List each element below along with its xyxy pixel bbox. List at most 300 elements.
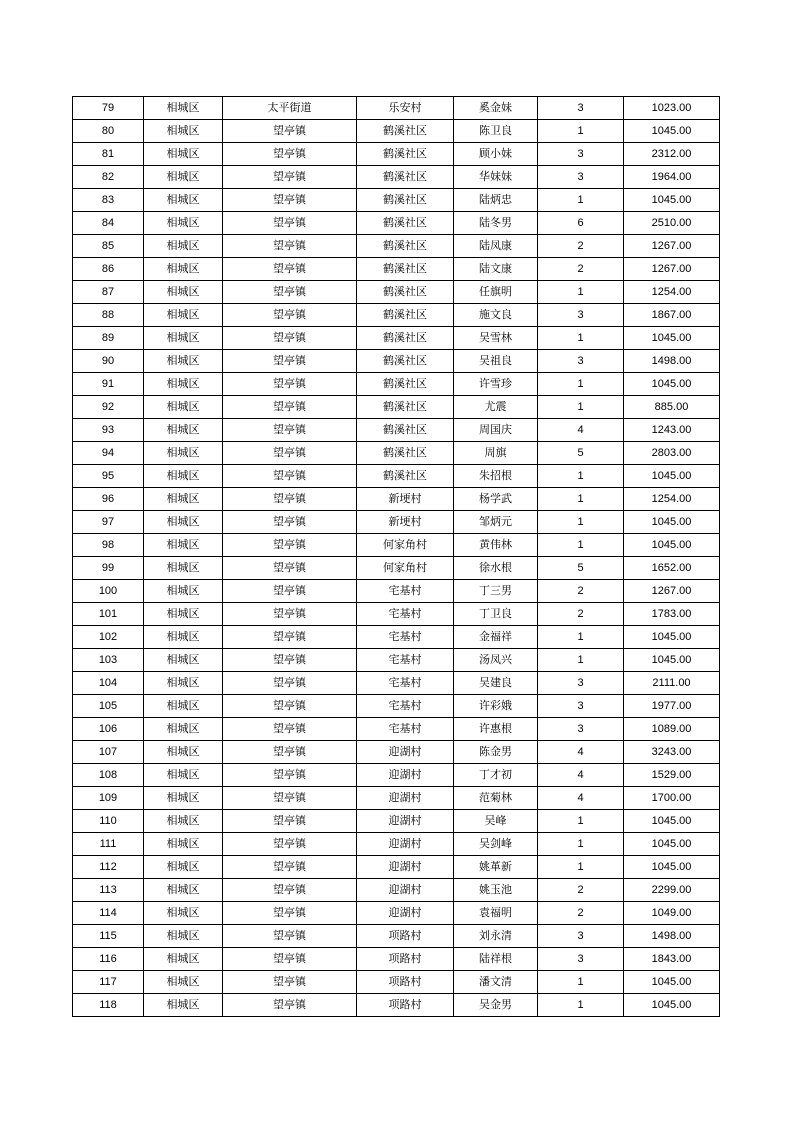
town-cell: 望亭镇: [223, 166, 357, 189]
town-cell: 望亭镇: [223, 948, 357, 971]
amount-cell: 1049.00: [624, 902, 720, 925]
village-cell: 迎湖村: [357, 787, 454, 810]
district-cell: 相城区: [144, 787, 223, 810]
amount-cell: 1977.00: [624, 695, 720, 718]
district-cell: 相城区: [144, 902, 223, 925]
person-name-cell: 陆祥根: [454, 948, 538, 971]
row-index-cell: 91: [73, 373, 144, 396]
village-cell: 鹤溪社区: [357, 350, 454, 373]
village-cell: 鹤溪社区: [357, 327, 454, 350]
person-name-cell: 尤震: [454, 396, 538, 419]
person-name-cell: 吴金男: [454, 994, 538, 1017]
village-cell: 鹤溪社区: [357, 235, 454, 258]
amount-cell: 1700.00: [624, 787, 720, 810]
village-cell: 迎湖村: [357, 879, 454, 902]
person-name-cell: 黄伟林: [454, 534, 538, 557]
row-index-cell: 117: [73, 971, 144, 994]
person-name-cell: 陈金男: [454, 741, 538, 764]
person-name-cell: 丁三男: [454, 580, 538, 603]
household-size-cell: 3: [538, 672, 624, 695]
row-index-cell: 92: [73, 396, 144, 419]
household-size-cell: 4: [538, 419, 624, 442]
row-index-cell: 103: [73, 649, 144, 672]
district-cell: 相城区: [144, 258, 223, 281]
row-index-cell: 97: [73, 511, 144, 534]
amount-cell: 1045.00: [624, 833, 720, 856]
row-index-cell: 118: [73, 994, 144, 1017]
row-index-cell: 82: [73, 166, 144, 189]
town-cell: 望亭镇: [223, 764, 357, 787]
town-cell: 望亭镇: [223, 994, 357, 1017]
table-row: [73, 925, 720, 948]
district-cell: 相城区: [144, 649, 223, 672]
person-name-cell: 施文良: [454, 304, 538, 327]
amount-cell: 1045.00: [624, 856, 720, 879]
person-name-cell: 杨学武: [454, 488, 538, 511]
district-cell: 相城区: [144, 327, 223, 350]
household-size-cell: 3: [538, 695, 624, 718]
household-size-cell: 3: [538, 304, 624, 327]
household-size-cell: 1: [538, 649, 624, 672]
household-size-cell: 1: [538, 833, 624, 856]
person-name-cell: 吴雪林: [454, 327, 538, 350]
amount-cell: 1783.00: [624, 603, 720, 626]
table-row: [73, 856, 720, 879]
row-index-cell: 80: [73, 120, 144, 143]
district-cell: 相城区: [144, 810, 223, 833]
row-index-cell: 89: [73, 327, 144, 350]
household-size-cell: 5: [538, 442, 624, 465]
person-name-cell: 丁卫良: [454, 603, 538, 626]
household-size-cell: 1: [538, 994, 624, 1017]
row-index-cell: 111: [73, 833, 144, 856]
household-size-cell: 2: [538, 603, 624, 626]
row-index-cell: 105: [73, 695, 144, 718]
village-cell: 鹤溪社区: [357, 166, 454, 189]
district-cell: 相城区: [144, 373, 223, 396]
roster-body: [73, 97, 720, 1017]
district-cell: 相城区: [144, 856, 223, 879]
household-size-cell: 3: [538, 925, 624, 948]
district-cell: 相城区: [144, 626, 223, 649]
district-cell: 相城区: [144, 994, 223, 1017]
amount-cell: 1045.00: [624, 994, 720, 1017]
town-cell: 望亭镇: [223, 143, 357, 166]
district-cell: 相城区: [144, 143, 223, 166]
row-index-cell: 87: [73, 281, 144, 304]
district-cell: 相城区: [144, 120, 223, 143]
row-index-cell: 102: [73, 626, 144, 649]
row-index-cell: 99: [73, 557, 144, 580]
town-cell: 望亭镇: [223, 626, 357, 649]
row-index-cell: 85: [73, 235, 144, 258]
amount-cell: 1254.00: [624, 488, 720, 511]
row-index-cell: 115: [73, 925, 144, 948]
district-cell: 相城区: [144, 419, 223, 442]
table-row: [73, 810, 720, 833]
amount-cell: 1498.00: [624, 925, 720, 948]
person-name-cell: 许雪珍: [454, 373, 538, 396]
person-name-cell: 周旗: [454, 442, 538, 465]
town-cell: 望亭镇: [223, 327, 357, 350]
village-cell: 新埂村: [357, 511, 454, 534]
amount-cell: 1045.00: [624, 626, 720, 649]
town-cell: 望亭镇: [223, 258, 357, 281]
amount-cell: 2803.00: [624, 442, 720, 465]
district-cell: 相城区: [144, 534, 223, 557]
district-cell: 相城区: [144, 718, 223, 741]
village-cell: 宅基村: [357, 580, 454, 603]
village-cell: 迎湖村: [357, 810, 454, 833]
household-size-cell: 1: [538, 327, 624, 350]
table-row: [73, 879, 720, 902]
household-size-cell: 1: [538, 534, 624, 557]
village-cell: 何家角村: [357, 557, 454, 580]
table-row: [73, 396, 720, 419]
household-size-cell: 2: [538, 258, 624, 281]
amount-cell: 1045.00: [624, 465, 720, 488]
town-cell: 望亭镇: [223, 120, 357, 143]
town-cell: 望亭镇: [223, 419, 357, 442]
town-cell: 望亭镇: [223, 902, 357, 925]
town-cell: 望亭镇: [223, 557, 357, 580]
district-cell: 相城区: [144, 442, 223, 465]
village-cell: 何家角村: [357, 534, 454, 557]
household-size-cell: 4: [538, 764, 624, 787]
household-size-cell: 2: [538, 580, 624, 603]
district-cell: 相城区: [144, 235, 223, 258]
village-cell: 迎湖村: [357, 833, 454, 856]
table-row: [73, 971, 720, 994]
row-index-cell: 100: [73, 580, 144, 603]
village-cell: 鹤溪社区: [357, 304, 454, 327]
table-row: [73, 465, 720, 488]
district-cell: 相城区: [144, 511, 223, 534]
person-name-cell: 金福祥: [454, 626, 538, 649]
village-cell: 宅基村: [357, 672, 454, 695]
district-cell: 相城区: [144, 672, 223, 695]
town-cell: 望亭镇: [223, 833, 357, 856]
town-cell: 望亭镇: [223, 212, 357, 235]
row-index-cell: 81: [73, 143, 144, 166]
amount-cell: 3243.00: [624, 741, 720, 764]
household-size-cell: 1: [538, 373, 624, 396]
village-cell: 鹤溪社区: [357, 212, 454, 235]
amount-cell: 1045.00: [624, 810, 720, 833]
person-name-cell: 陆冬男: [454, 212, 538, 235]
amount-cell: 1045.00: [624, 189, 720, 212]
district-cell: 相城区: [144, 166, 223, 189]
town-cell: 望亭镇: [223, 442, 357, 465]
district-cell: 相城区: [144, 465, 223, 488]
district-cell: 相城区: [144, 948, 223, 971]
household-size-cell: 1: [538, 626, 624, 649]
row-index-cell: 101: [73, 603, 144, 626]
household-size-cell: 1: [538, 281, 624, 304]
table-row: [73, 419, 720, 442]
amount-cell: 1843.00: [624, 948, 720, 971]
table-row: [73, 718, 720, 741]
row-index-cell: 116: [73, 948, 144, 971]
row-index-cell: 95: [73, 465, 144, 488]
district-cell: 相城区: [144, 396, 223, 419]
household-size-cell: 2: [538, 235, 624, 258]
district-cell: 相城区: [144, 695, 223, 718]
amount-cell: 1267.00: [624, 258, 720, 281]
town-cell: 望亭镇: [223, 649, 357, 672]
household-size-cell: 1: [538, 971, 624, 994]
row-index-cell: 98: [73, 534, 144, 557]
table-row: [73, 166, 720, 189]
amount-cell: 1045.00: [624, 120, 720, 143]
village-cell: 宅基村: [357, 649, 454, 672]
table-row: [73, 534, 720, 557]
person-name-cell: 奚金妹: [454, 97, 538, 120]
amount-cell: 1867.00: [624, 304, 720, 327]
person-name-cell: 袁福明: [454, 902, 538, 925]
table-row: [73, 97, 720, 120]
district-cell: 相城区: [144, 580, 223, 603]
amount-cell: 2312.00: [624, 143, 720, 166]
town-cell: 望亭镇: [223, 741, 357, 764]
row-index-cell: 93: [73, 419, 144, 442]
row-index-cell: 86: [73, 258, 144, 281]
table-row: [73, 557, 720, 580]
amount-cell: 1045.00: [624, 327, 720, 350]
person-name-cell: 陆炳忠: [454, 189, 538, 212]
row-index-cell: 110: [73, 810, 144, 833]
amount-cell: 1243.00: [624, 419, 720, 442]
town-cell: 望亭镇: [223, 350, 357, 373]
table-row: [73, 281, 720, 304]
town-cell: 望亭镇: [223, 971, 357, 994]
household-size-cell: 1: [538, 856, 624, 879]
household-size-cell: 1: [538, 120, 624, 143]
household-size-cell: 4: [538, 787, 624, 810]
household-size-cell: 1: [538, 511, 624, 534]
person-name-cell: 徐水根: [454, 557, 538, 580]
row-index-cell: 83: [73, 189, 144, 212]
table-row: [73, 580, 720, 603]
town-cell: 望亭镇: [223, 925, 357, 948]
person-name-cell: 许彩娥: [454, 695, 538, 718]
town-cell: 望亭镇: [223, 879, 357, 902]
amount-cell: 1045.00: [624, 373, 720, 396]
row-index-cell: 108: [73, 764, 144, 787]
district-cell: 相城区: [144, 350, 223, 373]
table-row: [73, 442, 720, 465]
town-cell: 望亭镇: [223, 718, 357, 741]
table-row: [73, 373, 720, 396]
amount-cell: 885.00: [624, 396, 720, 419]
table-row: [73, 258, 720, 281]
amount-cell: 1254.00: [624, 281, 720, 304]
person-name-cell: 吴祖良: [454, 350, 538, 373]
district-cell: 相城区: [144, 488, 223, 511]
row-index-cell: 96: [73, 488, 144, 511]
amount-cell: 1267.00: [624, 580, 720, 603]
town-cell: 望亭镇: [223, 373, 357, 396]
district-cell: 相城区: [144, 741, 223, 764]
person-name-cell: 华妹妹: [454, 166, 538, 189]
village-cell: 迎湖村: [357, 764, 454, 787]
person-name-cell: 汤凤兴: [454, 649, 538, 672]
town-cell: 望亭镇: [223, 787, 357, 810]
row-index-cell: 109: [73, 787, 144, 810]
town-cell: 望亭镇: [223, 281, 357, 304]
village-cell: 宅基村: [357, 695, 454, 718]
village-cell: 宅基村: [357, 603, 454, 626]
person-name-cell: 邹炳元: [454, 511, 538, 534]
district-cell: 相城区: [144, 833, 223, 856]
amount-cell: 2299.00: [624, 879, 720, 902]
village-cell: 宅基村: [357, 626, 454, 649]
village-cell: 迎湖村: [357, 741, 454, 764]
town-cell: 望亭镇: [223, 672, 357, 695]
village-cell: 鹤溪社区: [357, 189, 454, 212]
town-cell: 望亭镇: [223, 695, 357, 718]
village-cell: 项路村: [357, 994, 454, 1017]
town-cell: 望亭镇: [223, 235, 357, 258]
town-cell: 望亭镇: [223, 511, 357, 534]
town-cell: 望亭镇: [223, 534, 357, 557]
household-size-cell: 2: [538, 902, 624, 925]
table-row: [73, 212, 720, 235]
roster-table: [72, 96, 720, 1017]
household-size-cell: 3: [538, 166, 624, 189]
table-row: [73, 994, 720, 1017]
person-name-cell: 任旗明: [454, 281, 538, 304]
table-row: [73, 833, 720, 856]
village-cell: 新埂村: [357, 488, 454, 511]
village-cell: 鹤溪社区: [357, 281, 454, 304]
table-row: [73, 764, 720, 787]
village-cell: 项路村: [357, 971, 454, 994]
town-cell: 望亭镇: [223, 396, 357, 419]
person-name-cell: 陈卫良: [454, 120, 538, 143]
household-size-cell: 1: [538, 396, 624, 419]
table-row: [73, 626, 720, 649]
row-index-cell: 94: [73, 442, 144, 465]
amount-cell: 1089.00: [624, 718, 720, 741]
table-row: [73, 695, 720, 718]
amount-cell: 1045.00: [624, 971, 720, 994]
village-cell: 项路村: [357, 925, 454, 948]
person-name-cell: 顾小妹: [454, 143, 538, 166]
household-size-cell: 2: [538, 879, 624, 902]
table-row: [73, 649, 720, 672]
table-row: [73, 235, 720, 258]
row-index-cell: 90: [73, 350, 144, 373]
row-index-cell: 114: [73, 902, 144, 925]
village-cell: 鹤溪社区: [357, 465, 454, 488]
village-cell: 鹤溪社区: [357, 373, 454, 396]
amount-cell: 1023.00: [624, 97, 720, 120]
row-index-cell: 112: [73, 856, 144, 879]
village-cell: 鹤溪社区: [357, 143, 454, 166]
row-index-cell: 79: [73, 97, 144, 120]
household-size-cell: 6: [538, 212, 624, 235]
person-name-cell: 周国庆: [454, 419, 538, 442]
district-cell: 相城区: [144, 557, 223, 580]
amount-cell: 1267.00: [624, 235, 720, 258]
village-cell: 鹤溪社区: [357, 419, 454, 442]
row-index-cell: 113: [73, 879, 144, 902]
table-row: [73, 120, 720, 143]
amount-cell: 1045.00: [624, 511, 720, 534]
town-cell: 太平街道: [223, 97, 357, 120]
row-index-cell: 84: [73, 212, 144, 235]
household-size-cell: 3: [538, 718, 624, 741]
person-name-cell: 姚玉池: [454, 879, 538, 902]
person-name-cell: 吴建良: [454, 672, 538, 695]
table-row: [73, 511, 720, 534]
table-row: [73, 327, 720, 350]
village-cell: 乐安村: [357, 97, 454, 120]
person-name-cell: 朱招根: [454, 465, 538, 488]
district-cell: 相城区: [144, 212, 223, 235]
town-cell: 望亭镇: [223, 603, 357, 626]
district-cell: 相城区: [144, 97, 223, 120]
person-name-cell: 陆文康: [454, 258, 538, 281]
amount-cell: 1529.00: [624, 764, 720, 787]
row-index-cell: 107: [73, 741, 144, 764]
town-cell: 望亭镇: [223, 304, 357, 327]
town-cell: 望亭镇: [223, 856, 357, 879]
person-name-cell: 吴剑峰: [454, 833, 538, 856]
table-row: [73, 787, 720, 810]
household-size-cell: 5: [538, 557, 624, 580]
district-cell: 相城区: [144, 189, 223, 212]
village-cell: 鹤溪社区: [357, 442, 454, 465]
district-cell: 相城区: [144, 281, 223, 304]
village-cell: 迎湖村: [357, 856, 454, 879]
town-cell: 望亭镇: [223, 488, 357, 511]
district-cell: 相城区: [144, 304, 223, 327]
district-cell: 相城区: [144, 603, 223, 626]
table-row: [73, 672, 720, 695]
household-size-cell: 4: [538, 741, 624, 764]
person-name-cell: 潘文清: [454, 971, 538, 994]
amount-cell: 1964.00: [624, 166, 720, 189]
household-size-cell: 3: [538, 350, 624, 373]
row-index-cell: 104: [73, 672, 144, 695]
district-cell: 相城区: [144, 925, 223, 948]
town-cell: 望亭镇: [223, 580, 357, 603]
household-size-cell: 3: [538, 143, 624, 166]
village-cell: 鹤溪社区: [357, 120, 454, 143]
table-row: [73, 948, 720, 971]
person-name-cell: 刘永清: [454, 925, 538, 948]
village-cell: 鹤溪社区: [357, 258, 454, 281]
table-row: [73, 304, 720, 327]
table-row: [73, 143, 720, 166]
household-size-cell: 3: [538, 948, 624, 971]
table-row: [73, 350, 720, 373]
village-cell: 项路村: [357, 948, 454, 971]
person-name-cell: 姚革新: [454, 856, 538, 879]
person-name-cell: 陆凤康: [454, 235, 538, 258]
table-row: [73, 603, 720, 626]
amount-cell: 1652.00: [624, 557, 720, 580]
district-cell: 相城区: [144, 879, 223, 902]
village-cell: 迎湖村: [357, 902, 454, 925]
district-cell: 相城区: [144, 764, 223, 787]
person-name-cell: 许惠根: [454, 718, 538, 741]
village-cell: 鹤溪社区: [357, 396, 454, 419]
person-name-cell: 丁才初: [454, 764, 538, 787]
district-cell: 相城区: [144, 971, 223, 994]
